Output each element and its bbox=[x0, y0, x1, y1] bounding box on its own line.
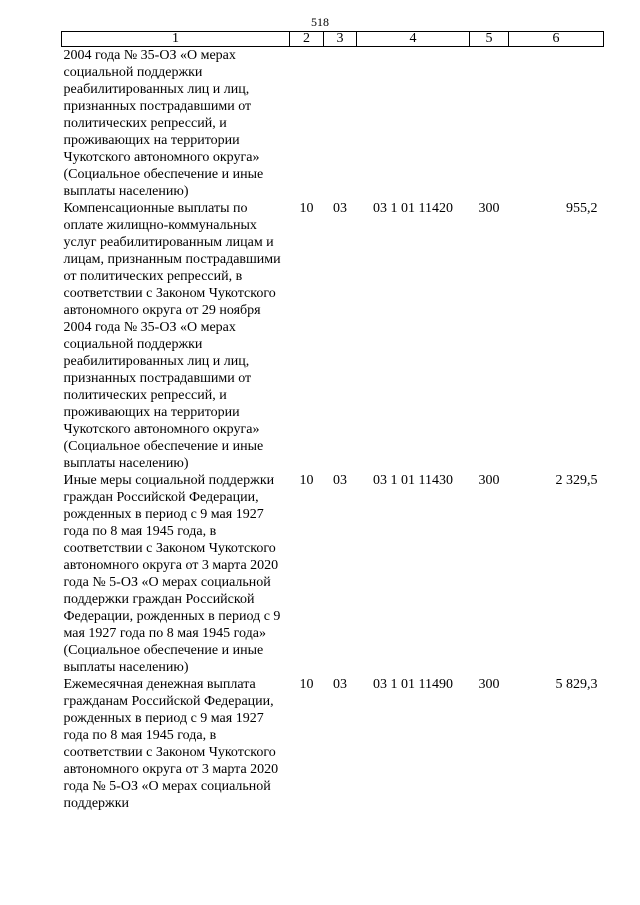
row-section: 10 bbox=[299, 201, 314, 216]
column-header-4: 4 bbox=[357, 32, 470, 47]
column-header-5: 5 bbox=[470, 32, 509, 47]
row-target-article: 03 1 01 11420 bbox=[373, 201, 453, 216]
row-subsection: 03 bbox=[333, 473, 347, 488]
header-row bbox=[62, 32, 604, 47]
table-header bbox=[62, 32, 604, 47]
table-row bbox=[62, 47, 604, 201]
row-section bbox=[290, 47, 324, 201]
row-description: Иные меры социальной поддержки граждан Российской Федерации, рожденных в период с 9 мая 1927 года по 8 мая 1945 года, в соответствии с Законом Чукотского автономного округа от 3 марта 2020 года № 5-ОЗ «О мерах социальной поддержки граждан Российской Федерации, рожденных в период с 9 мая 1927 года по 8 мая 1945 года» (Социальное обеспечение и иные выплаты населению) bbox=[63, 473, 281, 675]
row-subsection: 03 bbox=[333, 201, 347, 216]
row-amount: 5 829,3 bbox=[555, 677, 598, 692]
row-section: 10 bbox=[299, 677, 314, 692]
row-target-article: 03 1 01 11430 bbox=[373, 473, 453, 488]
row-expense-type: 300 bbox=[478, 677, 500, 692]
column-header-3: 3 bbox=[324, 32, 357, 47]
row-target-article bbox=[357, 47, 470, 201]
table-row bbox=[62, 472, 604, 676]
row-description: 2004 года № 35-ОЗ «О мерах социальной поддержки реабилитированных лиц и лиц, признанных пострадавшими от политических репрессий, и проживающих на территории Чукотского автономного округа» (Социальное обеспечение и иные выплаты населению) bbox=[63, 48, 264, 199]
row-description: Компенсационные выплаты по оплате жилищно-коммунальных услуг реабилитированным лицам и лицам, признанным пострадавшими от политических репрессий, в соответствии с Законом Чукотского автономного округа от 29 ноября 2004 года № 35-ОЗ «О мерах социальной поддержки реабилитированных лиц и лиц, признанных пострадавшими от политических репрессий, и проживающих на территории Чукотского автономного округа» (Социальное обеспечение и иные выплаты населению) bbox=[63, 201, 281, 471]
row-description: Ежемесячная денежная выплата гражданам Российской Федерации, рожденных в период с 9 мая 1927 года по 8 мая 1945 года, в соответствии с Законом Чукотского автономного округа от 3 марта 2020 года № 5-ОЗ «О мерах социальной поддержки bbox=[63, 677, 279, 811]
row-section: 10 bbox=[299, 473, 314, 488]
table-body bbox=[62, 47, 604, 813]
column-header-6: 6 bbox=[509, 32, 604, 47]
row-subsection bbox=[324, 47, 357, 201]
budget-table bbox=[61, 31, 604, 812]
column-header-1: 1 bbox=[62, 32, 290, 47]
table-row bbox=[62, 200, 604, 472]
row-expense-type: 300 bbox=[478, 473, 500, 488]
row-amount: 2 329,5 bbox=[555, 473, 598, 488]
row-expense-type bbox=[470, 47, 509, 201]
row-target-article: 03 1 01 11490 bbox=[373, 677, 453, 692]
row-expense-type: 300 bbox=[478, 201, 500, 216]
row-subsection: 03 bbox=[333, 677, 347, 692]
page-number: 518 bbox=[311, 15, 329, 29]
row-amount: 955,2 bbox=[566, 201, 598, 216]
table-row bbox=[62, 676, 604, 812]
column-header-2: 2 bbox=[290, 32, 324, 47]
row-amount bbox=[509, 47, 604, 201]
